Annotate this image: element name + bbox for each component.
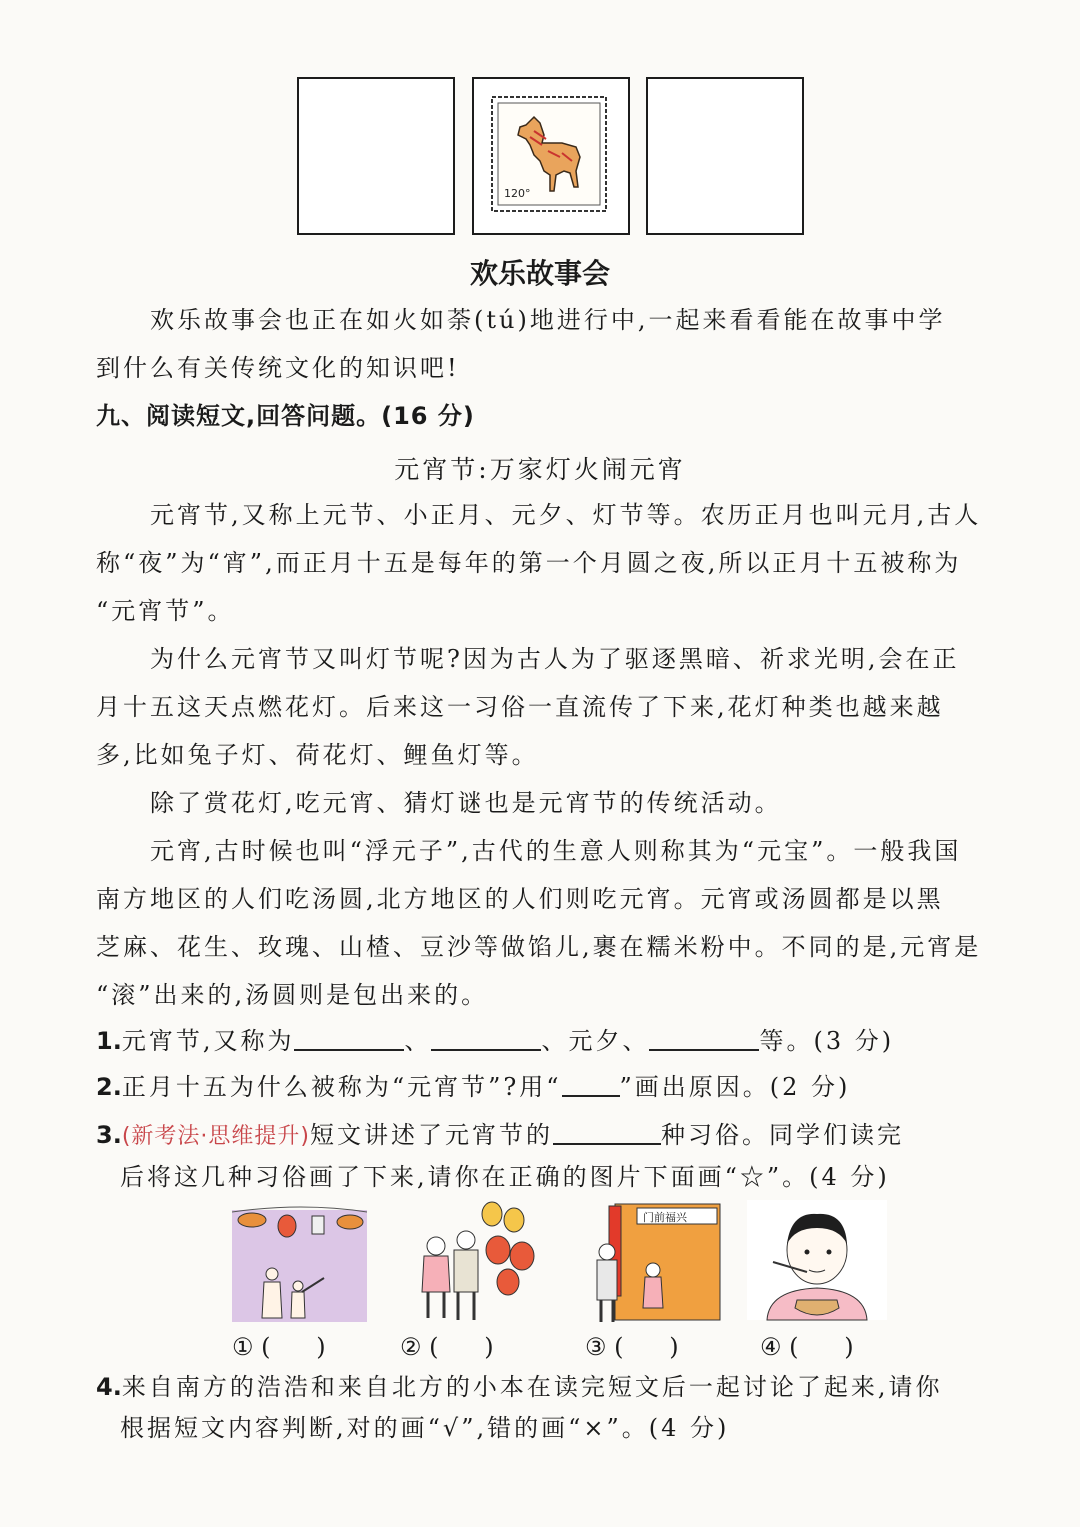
q2-text-a: 正月十五为什么被称为“元宵节”?用“ xyxy=(121,1073,562,1101)
q3-tag: (新考法·思维提升) xyxy=(121,1124,310,1149)
passage-line-10: 芝麻、花生、玫瑰、山楂、豆沙等做馅儿,裹在糯米粉中。不同的是,元宵是 xyxy=(96,933,982,961)
q1-text-c: 、元夕、 xyxy=(541,1027,650,1055)
q1-text-b: 、 xyxy=(404,1027,432,1055)
q2-number: 2. xyxy=(96,1073,122,1101)
empty-frame-left xyxy=(297,77,455,235)
q2-underline-sample xyxy=(562,1073,620,1097)
stamp-frame xyxy=(472,77,630,235)
q3-text-a: 短文讲述了元宵节的 xyxy=(310,1121,553,1149)
choice-1[interactable]: ① ( ) xyxy=(232,1333,326,1361)
passage-line-8: 元宵,古时候也叫“浮元子”,古代的生意人则称其为“元宝”。一般我国 xyxy=(150,837,962,865)
question-3 xyxy=(96,1120,904,1152)
q3-blank[interactable] xyxy=(553,1121,661,1145)
q1-blank-2[interactable] xyxy=(431,1027,541,1051)
choice-3[interactable]: ③ ( ) xyxy=(585,1333,679,1361)
eating-yuanxiao-picture xyxy=(747,1200,887,1325)
passage-line-11: “滚”出来的,汤圆则是包出来的。 xyxy=(96,981,489,1009)
passage-line-7: 除了赏花灯,吃元宵、猜灯谜也是元宵节的传统活动。 xyxy=(150,789,782,817)
choice-4[interactable]: ④ ( ) xyxy=(760,1333,854,1361)
q4-number: 4. xyxy=(96,1373,122,1401)
passage-line-4: 为什么元宵节又叫灯节呢?因为古人为了驱逐黑暗、祈求光明,会在正 xyxy=(150,645,960,673)
children-lanterns-picture xyxy=(410,1200,550,1325)
q1-text-a: 元宵节,又称为 xyxy=(121,1027,295,1055)
question-1 xyxy=(96,1026,894,1056)
q1-number: 1. xyxy=(96,1027,122,1055)
choice-2[interactable]: ② ( ) xyxy=(400,1333,494,1361)
q1-blank-3[interactable] xyxy=(649,1027,759,1051)
passage-title: 元宵节:万家灯火闹元宵 xyxy=(394,455,686,484)
door-sign: 门前福兴 xyxy=(643,1211,687,1224)
passage-line-2: 称“夜”为“宵”,而正月十五是每年的第一个月圆之夜,所以正月十五被称为 xyxy=(96,549,962,577)
lantern-viewing-picture xyxy=(232,1200,372,1325)
intro-line-1: 欢乐故事会也正在如火如荼(tú)地进行中,一起来看看能在故事中学 xyxy=(150,306,946,334)
horse-stamp-image xyxy=(490,95,608,213)
passage-line-5: 月十五这天点燃花灯。后来这一习俗一直流传了下来,花灯种类也越来越 xyxy=(96,693,944,721)
intro-line-2: 到什么有关传统文化的知识吧! xyxy=(96,354,460,382)
section-title: 欢乐故事会 xyxy=(469,257,610,290)
question-4 xyxy=(96,1372,942,1402)
riddle-guessing-picture xyxy=(585,1200,725,1325)
stamp-value: 120° xyxy=(504,187,531,200)
q3-text-b: 种习俗。同学们读完 xyxy=(661,1121,904,1149)
q3-number: 3. xyxy=(96,1121,122,1149)
passage-line-1: 元宵节,又称上元节、小正月、元夕、灯节等。农历正月也叫元月,古人 xyxy=(150,501,982,529)
q1-text-d: 等。(3 分) xyxy=(759,1027,895,1055)
passage-line-9: 南方地区的人们吃汤圆,北方地区的人们则吃元宵。元宵或汤圆都是以黑 xyxy=(96,885,944,913)
q1-blank-1[interactable] xyxy=(294,1027,404,1051)
question-heading: 九、阅读短文,回答问题。(16 分) xyxy=(96,402,475,430)
question-2 xyxy=(96,1072,850,1102)
passage-line-6: 多,比如兔子灯、荷花灯、鲤鱼灯等。 xyxy=(96,741,539,769)
q4-line-2: 根据短文内容判断,对的画“√”,错的画“×”。(4 分) xyxy=(120,1414,730,1442)
passage-line-3: “元宵节”。 xyxy=(96,597,235,625)
q2-text-b: ”画出原因。(2 分) xyxy=(619,1073,851,1101)
q4-line-1: 来自南方的浩浩和来自北方的小本在读完短文后一起讨论了起来,请你 xyxy=(121,1373,943,1401)
q3-line-2: 后将这几种习俗画了下来,请你在正确的图片下面画“☆”。(4 分) xyxy=(120,1163,890,1191)
empty-frame-right xyxy=(646,77,804,235)
